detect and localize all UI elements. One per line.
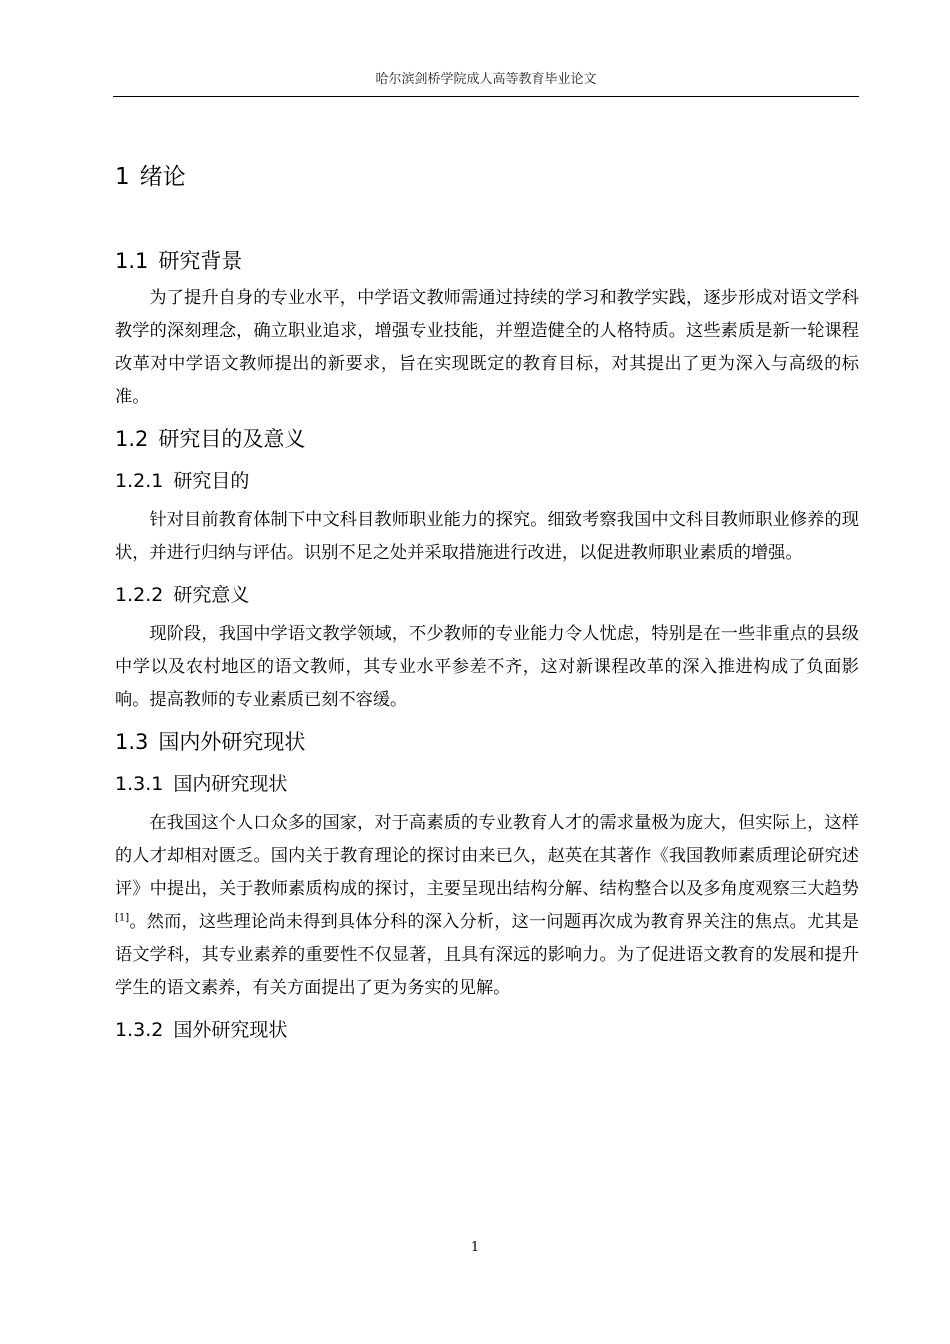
chapter-title: 绪论 xyxy=(139,164,186,190)
paragraph-purpose: 针对目前教育体制下中文科目教师职业能力的探究。细致考察我国中文科目教师职业修养的现状，并进行归纳与评估。识别不足之处并采取措施进行改进，以促进教师职业素质的增强。 xyxy=(115,510,859,563)
section-title: 研究背景 xyxy=(158,249,243,273)
subsection-number: 1.2.1 xyxy=(115,470,164,492)
page-header: 哈尔滨剑桥学院成人高等教育毕业论文 xyxy=(375,72,597,87)
paragraph-domestic-part2: 。然而，这些理论尚未得到具体分科的深入分析，这一问题再次成为教育界关注的焦点。尤其是语文学科，其专业素养的重要性不仅显著，且具有深远的影响力。为了促进语文教育的发展和提升学生的语文素养，有关方面提出了更为务实的见解。 xyxy=(115,912,859,998)
paragraph-significance: 现阶段，我国中学语文教学领域，不少教师的专业能力令人忧虑，特别是在一些非重点的县级中学以及农村地区的语文教师，其专业水平参差不齐，这对新课程改革的深入推进构成了负面影响。提高教师的专业素质已刻不容缓。 xyxy=(115,624,859,710)
chapter-number: 1 xyxy=(115,164,130,190)
document-body xyxy=(115,160,859,1047)
subsection-number: 1.3.1 xyxy=(115,773,164,795)
section-heading-1-1 xyxy=(115,244,859,278)
section-number: 1.3 xyxy=(115,730,149,754)
subsection-heading-1-2-2 xyxy=(115,578,859,612)
subsection-heading-1-2-1 xyxy=(115,464,859,498)
subsection-heading-1-3-1 xyxy=(115,767,859,801)
section-heading-1-3 xyxy=(115,725,859,759)
chapter-heading xyxy=(115,160,859,194)
subsection-title: 国内研究现状 xyxy=(173,773,288,795)
section-heading-1-2 xyxy=(115,422,859,456)
citation-ref[interactable]: [1] xyxy=(115,912,130,924)
subsection-title: 研究目的 xyxy=(173,470,250,492)
header-rule xyxy=(113,96,859,97)
page-number: 1 xyxy=(470,1240,480,1255)
subsection-number: 1.2.2 xyxy=(115,584,164,606)
paragraph-domestic-part1: 在我国这个人口众多的国家，对于高素质的专业教育人才的需求量极为庞大，但实际上，这样的人才却相对匮乏。国内关于教育理论的探讨由来已久，赵英在其著作《我国教师素质理论研究述评》中提出，关于教师素质构成的探讨，主要呈现出结构分解、结构整合以及多角度观察三大趋势 xyxy=(115,813,859,899)
subsection-title: 研究意义 xyxy=(173,584,250,606)
section-number: 1.1 xyxy=(115,249,149,273)
section-title: 国内外研究现状 xyxy=(158,730,306,754)
subsection-title: 国外研究现状 xyxy=(173,1019,288,1041)
section-title: 研究目的及意义 xyxy=(158,427,306,451)
subsection-heading-1-3-2 xyxy=(115,1013,859,1047)
subsection-number: 1.3.2 xyxy=(115,1019,164,1041)
paragraph-domestic xyxy=(115,807,859,1005)
paragraph-background: 为了提升自身的专业水平，中学语文教师需通过持续的学习和教学实践，逐步形成对语文学科教学的深刻理念，确立职业追求，增强专业技能，并塑造健全的人格特质。这些素质是新一轮课程改革对中学语文教师提出的新要求，旨在实现既定的教育目标，对其提出了更为深入与高级的标准。 xyxy=(115,288,859,407)
section-number: 1.2 xyxy=(115,427,149,451)
